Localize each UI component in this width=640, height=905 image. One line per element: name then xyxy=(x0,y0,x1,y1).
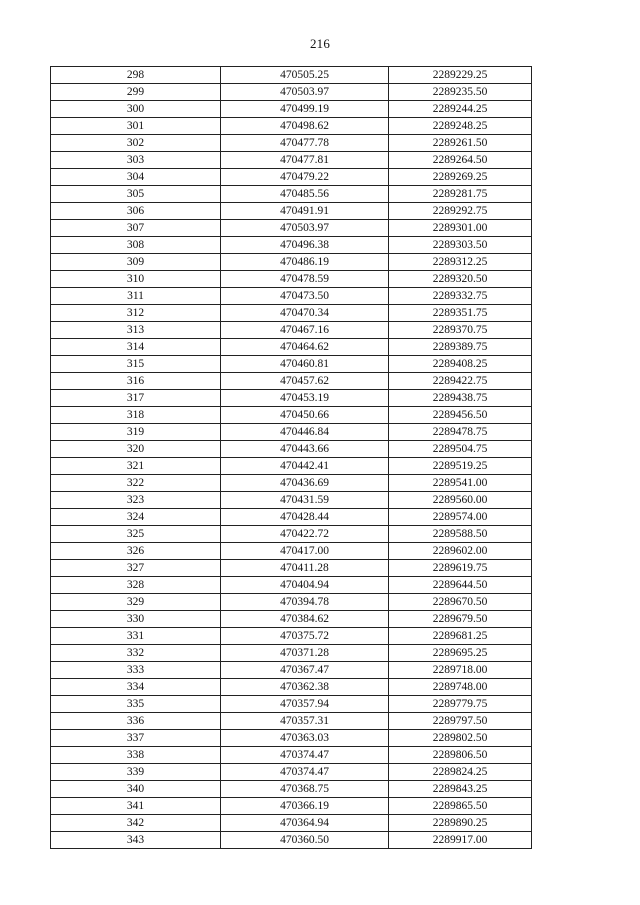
x-coordinate-cell: 470503.97 xyxy=(221,220,389,237)
x-coordinate-cell: 470496.38 xyxy=(221,237,389,254)
y-coordinate-cell: 2289917.00 xyxy=(389,832,532,849)
point-number-cell: 343 xyxy=(51,832,221,849)
table-row xyxy=(51,543,532,560)
x-coordinate-cell: 470431.59 xyxy=(221,492,389,509)
y-coordinate-cell: 2289619.75 xyxy=(389,560,532,577)
table-row xyxy=(51,373,532,390)
y-coordinate-cell: 2289292.75 xyxy=(389,203,532,220)
table-row xyxy=(51,254,532,271)
y-coordinate-cell: 2289478.75 xyxy=(389,424,532,441)
y-coordinate-cell: 2289408.25 xyxy=(389,356,532,373)
y-coordinate-cell: 2289320.50 xyxy=(389,271,532,288)
x-coordinate-cell: 470422.72 xyxy=(221,526,389,543)
x-coordinate-cell: 470486.19 xyxy=(221,254,389,271)
point-number-cell: 323 xyxy=(51,492,221,509)
y-coordinate-cell: 2289574.00 xyxy=(389,509,532,526)
x-coordinate-cell: 470446.84 xyxy=(221,424,389,441)
x-coordinate-cell: 470503.97 xyxy=(221,84,389,101)
table-row xyxy=(51,815,532,832)
table-row xyxy=(51,390,532,407)
coordinates-table-body xyxy=(51,67,532,849)
y-coordinate-cell: 2289229.25 xyxy=(389,67,532,84)
y-coordinate-cell: 2289519.25 xyxy=(389,458,532,475)
point-number-cell: 298 xyxy=(51,67,221,84)
x-coordinate-cell: 470491.91 xyxy=(221,203,389,220)
table-row xyxy=(51,203,532,220)
y-coordinate-cell: 2289312.25 xyxy=(389,254,532,271)
point-number-cell: 329 xyxy=(51,594,221,611)
y-coordinate-cell: 2289806.50 xyxy=(389,747,532,764)
point-number-cell: 328 xyxy=(51,577,221,594)
point-number-cell: 305 xyxy=(51,186,221,203)
x-coordinate-cell: 470371.28 xyxy=(221,645,389,662)
table-row xyxy=(51,594,532,611)
x-coordinate-cell: 470384.62 xyxy=(221,611,389,628)
x-coordinate-cell: 470498.62 xyxy=(221,118,389,135)
point-number-cell: 299 xyxy=(51,84,221,101)
table-row xyxy=(51,152,532,169)
point-number-cell: 300 xyxy=(51,101,221,118)
point-number-cell: 335 xyxy=(51,696,221,713)
point-number-cell: 325 xyxy=(51,526,221,543)
x-coordinate-cell: 470375.72 xyxy=(221,628,389,645)
y-coordinate-cell: 2289779.75 xyxy=(389,696,532,713)
point-number-cell: 320 xyxy=(51,441,221,458)
table-row xyxy=(51,118,532,135)
x-coordinate-cell: 470357.94 xyxy=(221,696,389,713)
point-number-cell: 318 xyxy=(51,407,221,424)
y-coordinate-cell: 2289843.25 xyxy=(389,781,532,798)
y-coordinate-cell: 2289602.00 xyxy=(389,543,532,560)
table-row xyxy=(51,356,532,373)
x-coordinate-cell: 470457.62 xyxy=(221,373,389,390)
x-coordinate-cell: 470360.50 xyxy=(221,832,389,849)
point-number-cell: 306 xyxy=(51,203,221,220)
table-row xyxy=(51,713,532,730)
table-row xyxy=(51,560,532,577)
x-coordinate-cell: 470362.38 xyxy=(221,679,389,696)
x-coordinate-cell: 470473.50 xyxy=(221,288,389,305)
x-coordinate-cell: 470479.22 xyxy=(221,169,389,186)
y-coordinate-cell: 2289264.50 xyxy=(389,152,532,169)
point-number-cell: 332 xyxy=(51,645,221,662)
point-number-cell: 314 xyxy=(51,339,221,356)
x-coordinate-cell: 470357.31 xyxy=(221,713,389,730)
point-number-cell: 310 xyxy=(51,271,221,288)
point-number-cell: 309 xyxy=(51,254,221,271)
y-coordinate-cell: 2289244.25 xyxy=(389,101,532,118)
x-coordinate-cell: 470460.81 xyxy=(221,356,389,373)
table-row xyxy=(51,101,532,118)
x-coordinate-cell: 470368.75 xyxy=(221,781,389,798)
table-row xyxy=(51,475,532,492)
point-number-cell: 313 xyxy=(51,322,221,339)
y-coordinate-cell: 2289281.75 xyxy=(389,186,532,203)
point-number-cell: 340 xyxy=(51,781,221,798)
y-coordinate-cell: 2289679.50 xyxy=(389,611,532,628)
page-number: 216 xyxy=(309,36,331,51)
table-row xyxy=(51,271,532,288)
point-number-cell: 319 xyxy=(51,424,221,441)
point-number-cell: 339 xyxy=(51,764,221,781)
point-number-cell: 302 xyxy=(51,135,221,152)
point-number-cell: 341 xyxy=(51,798,221,815)
y-coordinate-cell: 2289797.50 xyxy=(389,713,532,730)
y-coordinate-cell: 2289261.50 xyxy=(389,135,532,152)
table-row xyxy=(51,628,532,645)
x-coordinate-cell: 470374.47 xyxy=(221,747,389,764)
x-coordinate-cell: 470499.19 xyxy=(221,101,389,118)
y-coordinate-cell: 2289681.25 xyxy=(389,628,532,645)
point-number-cell: 326 xyxy=(51,543,221,560)
table-row xyxy=(51,458,532,475)
point-number-cell: 307 xyxy=(51,220,221,237)
table-row xyxy=(51,322,532,339)
point-number-cell: 315 xyxy=(51,356,221,373)
point-number-cell: 321 xyxy=(51,458,221,475)
table-row xyxy=(51,169,532,186)
y-coordinate-cell: 2289718.00 xyxy=(389,662,532,679)
table-row xyxy=(51,730,532,747)
y-coordinate-cell: 2289748.00 xyxy=(389,679,532,696)
point-number-cell: 330 xyxy=(51,611,221,628)
x-coordinate-cell: 470450.66 xyxy=(221,407,389,424)
point-number-cell: 333 xyxy=(51,662,221,679)
table-row xyxy=(51,577,532,594)
table-row xyxy=(51,645,532,662)
y-coordinate-cell: 2289248.25 xyxy=(389,118,532,135)
x-coordinate-cell: 470367.47 xyxy=(221,662,389,679)
y-coordinate-cell: 2289670.50 xyxy=(389,594,532,611)
point-number-cell: 342 xyxy=(51,815,221,832)
table-row xyxy=(51,509,532,526)
point-number-cell: 308 xyxy=(51,237,221,254)
table-row xyxy=(51,135,532,152)
x-coordinate-cell: 470442.41 xyxy=(221,458,389,475)
y-coordinate-cell: 2289235.50 xyxy=(389,84,532,101)
table-row xyxy=(51,339,532,356)
y-coordinate-cell: 2289560.00 xyxy=(389,492,532,509)
point-number-cell: 301 xyxy=(51,118,221,135)
table-row xyxy=(51,747,532,764)
y-coordinate-cell: 2289644.50 xyxy=(389,577,532,594)
y-coordinate-cell: 2289301.00 xyxy=(389,220,532,237)
point-number-cell: 303 xyxy=(51,152,221,169)
point-number-cell: 304 xyxy=(51,169,221,186)
y-coordinate-cell: 2289332.75 xyxy=(389,288,532,305)
y-coordinate-cell: 2289541.00 xyxy=(389,475,532,492)
table-row xyxy=(51,237,532,254)
table-row xyxy=(51,832,532,849)
y-coordinate-cell: 2289588.50 xyxy=(389,526,532,543)
x-coordinate-cell: 470394.78 xyxy=(221,594,389,611)
point-number-cell: 331 xyxy=(51,628,221,645)
point-number-cell: 311 xyxy=(51,288,221,305)
x-coordinate-cell: 470477.78 xyxy=(221,135,389,152)
table-row xyxy=(51,288,532,305)
y-coordinate-cell: 2289865.50 xyxy=(389,798,532,815)
table-row xyxy=(51,764,532,781)
y-coordinate-cell: 2289695.25 xyxy=(389,645,532,662)
y-coordinate-cell: 2289389.75 xyxy=(389,339,532,356)
x-coordinate-cell: 470364.94 xyxy=(221,815,389,832)
y-coordinate-cell: 2289303.50 xyxy=(389,237,532,254)
x-coordinate-cell: 470374.47 xyxy=(221,764,389,781)
table-row xyxy=(51,441,532,458)
y-coordinate-cell: 2289456.50 xyxy=(389,407,532,424)
point-number-cell: 334 xyxy=(51,679,221,696)
coordinates-table xyxy=(50,66,532,849)
x-coordinate-cell: 470470.34 xyxy=(221,305,389,322)
table-row xyxy=(51,492,532,509)
table-row xyxy=(51,696,532,713)
x-coordinate-cell: 470467.16 xyxy=(221,322,389,339)
x-coordinate-cell: 470477.81 xyxy=(221,152,389,169)
y-coordinate-cell: 2289269.25 xyxy=(389,169,532,186)
point-number-cell: 316 xyxy=(51,373,221,390)
x-coordinate-cell: 470478.59 xyxy=(221,271,389,288)
y-coordinate-cell: 2289504.75 xyxy=(389,441,532,458)
point-number-cell: 322 xyxy=(51,475,221,492)
table-row xyxy=(51,798,532,815)
table-row xyxy=(51,305,532,322)
point-number-cell: 336 xyxy=(51,713,221,730)
point-number-cell: 337 xyxy=(51,730,221,747)
point-number-cell: 327 xyxy=(51,560,221,577)
point-number-cell: 312 xyxy=(51,305,221,322)
y-coordinate-cell: 2289824.25 xyxy=(389,764,532,781)
point-number-cell: 317 xyxy=(51,390,221,407)
point-number-cell: 324 xyxy=(51,509,221,526)
table-row xyxy=(51,84,532,101)
x-coordinate-cell: 470363.03 xyxy=(221,730,389,747)
y-coordinate-cell: 2289351.75 xyxy=(389,305,532,322)
y-coordinate-cell: 2289422.75 xyxy=(389,373,532,390)
x-coordinate-cell: 470485.56 xyxy=(221,186,389,203)
table-row xyxy=(51,611,532,628)
x-coordinate-cell: 470366.19 xyxy=(221,798,389,815)
table-row xyxy=(51,220,532,237)
table-row xyxy=(51,186,532,203)
table-row xyxy=(51,526,532,543)
x-coordinate-cell: 470404.94 xyxy=(221,577,389,594)
x-coordinate-cell: 470428.44 xyxy=(221,509,389,526)
x-coordinate-cell: 470436.69 xyxy=(221,475,389,492)
table-row xyxy=(51,662,532,679)
x-coordinate-cell: 470453.19 xyxy=(221,390,389,407)
table-row xyxy=(51,407,532,424)
x-coordinate-cell: 470464.62 xyxy=(221,339,389,356)
y-coordinate-cell: 2289438.75 xyxy=(389,390,532,407)
table-row xyxy=(51,67,532,84)
point-number-cell: 338 xyxy=(51,747,221,764)
x-coordinate-cell: 470411.28 xyxy=(221,560,389,577)
table-row xyxy=(51,679,532,696)
table-row xyxy=(51,781,532,798)
y-coordinate-cell: 2289890.25 xyxy=(389,815,532,832)
x-coordinate-cell: 470417.00 xyxy=(221,543,389,560)
y-coordinate-cell: 2289802.50 xyxy=(389,730,532,747)
y-coordinate-cell: 2289370.75 xyxy=(389,322,532,339)
x-coordinate-cell: 470443.66 xyxy=(221,441,389,458)
table-row xyxy=(51,424,532,441)
x-coordinate-cell: 470505.25 xyxy=(221,67,389,84)
